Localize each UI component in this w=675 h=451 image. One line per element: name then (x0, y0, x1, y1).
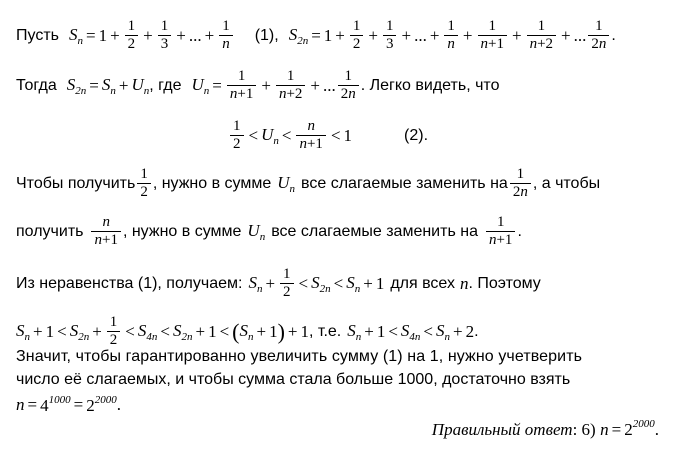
fraction: $\frac{1}{n+1}$ (227, 68, 256, 103)
word-togda: Тогда (16, 76, 57, 94)
text-segment: все слагаемые заменить на (301, 174, 508, 192)
answer-label: Правильный ответ (431, 420, 573, 439)
answer-option: : 6) (572, 420, 596, 439)
conclusion-line-2 (16, 371, 570, 389)
correct-answer: Правильный ответ: 6) $n = 2^{2000}$. (431, 418, 659, 439)
fraction: $\frac{1}{n+2}$ (527, 18, 556, 53)
text-segment: , нужно в сумме (122, 222, 242, 240)
fraction: $\frac{1}{n+1}$ (486, 214, 515, 249)
text-segment: все слагаемые заменить на (271, 222, 478, 240)
text-segment: , т.е. (309, 322, 342, 340)
text-segment: Из неравенства (1), получаем: (16, 274, 243, 292)
fraction: $\frac{1}{n+2}$ (276, 68, 305, 103)
fraction: $\frac{1}{2}$ (350, 18, 364, 53)
fraction: $\frac{1}{2n}$ (588, 18, 609, 53)
fraction: $\frac{1}{n}$ (444, 18, 458, 53)
text-segment: Значит, чтобы гарантированно увеличить сумму (1) на 1, нужно учетверить (16, 348, 583, 365)
text-segment: . Поэтому (468, 274, 541, 292)
fraction: $\frac{1}{3}$ (383, 18, 397, 53)
chain-inequality-line: $S_n$ + 1 < $S_{2n}$ + $\frac{1}{2}$ < $S_{4n}$ < $S_{2n}$ + 1 < ( $S_n$ + 1 ) + 1 , т.е. $S_n$ + 1 < $S_{4n}$ < $S_n$ + 2 . (16, 314, 479, 348)
fraction: $\frac{1}{2}$ (230, 118, 244, 153)
word-pust: Пусть (16, 26, 59, 44)
text-segment: число её слагаемых, и чтобы сумма стала больше 1000, достаточно взять (16, 371, 571, 388)
period: . (517, 222, 522, 240)
fraction: $\frac{1}{n}$ (219, 18, 233, 53)
text-segment: , а чтобы (532, 174, 601, 192)
period: . (474, 322, 479, 340)
definition-line: Пусть $S_n$ = 1 + $\frac{1}{2}$ + $\frac{1}{3}$ + ... + $\frac{1}{n}$ (1), $S_{2n}$ = 1 + $\frac{1}{2}$ + $\frac{1}{3}$ + ... + $\frac{1}{n}$ + $\frac{1}{n+1}$ + $\frac{1}{n+2}$ + ... $\frac{1}{2n}$ . (16, 18, 616, 52)
fraction: $\frac{n}{n+1}$ (296, 118, 325, 153)
text-segment: Чтобы получить (16, 174, 136, 192)
equation-label-2: (2). (404, 126, 429, 144)
fraction: $\frac{1}{2}$ (137, 166, 151, 201)
variable-n: n (459, 273, 469, 293)
fraction: $\frac{1}{2}$ (107, 314, 121, 349)
replace-half-line: Чтобы получить $\frac{1}{2}$ , нужно в сумме $U_n$ все слагаемые заменить на $\frac{1}{2n}$ , а чтобы (16, 166, 601, 200)
fraction: $\frac{1}{3}$ (158, 18, 172, 53)
conclusion-formula-line: n = $4^{1000}$ = $2^{2000}$ . (16, 394, 121, 415)
inequality-2-line: $\frac{1}{2}$ < $U_n$ < $\frac{n}{n+1}$ < 1 (2). (228, 118, 428, 153)
sum-s-2n: $S_{2n}$ (288, 24, 309, 47)
sum-s-n: $S_n$ (68, 24, 83, 47)
fraction: $\frac{1}{2}$ (280, 266, 294, 301)
period: . (611, 26, 616, 44)
word-gde: , где (149, 76, 182, 94)
easy-to-see-text: . Легко видеть, что (360, 76, 500, 94)
fraction: $\frac{1}{2n}$ (338, 68, 359, 103)
fraction: $\frac{1}{n+1}$ (478, 18, 507, 53)
text-segment: получить (16, 222, 84, 240)
equation-label-1: (1), (254, 26, 279, 44)
replace-n-over-n1-line: получить $\frac{n}{n+1}$ , нужно в сумме $U_n$ все слагаемые заменить на $\frac{1}{n+1}$ . (16, 214, 522, 248)
inequality-1-result-line: Из неравенства (1), получаем: $S_n$ + $\frac{1}{2}$ < $S_{2n}$ < $S_n$ + 1 для всех n . Поэтому (16, 266, 541, 300)
decomposition-line: Тогда $S_{2n}$ = $S_n$ + $U_n$ , где $U_n$ = $\frac{1}{n+1}$ + $\frac{1}{n+2}$ + ... $\frac{1}{2n}$ . Легко видеть, что (16, 68, 500, 102)
text-segment: для всех (390, 274, 455, 292)
fraction: $\frac{n}{n+1}$ (91, 214, 120, 249)
text-segment: , нужно в сумме (152, 174, 272, 192)
fraction: $\frac{1}{2}$ (125, 18, 139, 53)
conclusion-line-1 (16, 348, 582, 366)
fraction: $\frac{1}{2n}$ (510, 166, 531, 201)
